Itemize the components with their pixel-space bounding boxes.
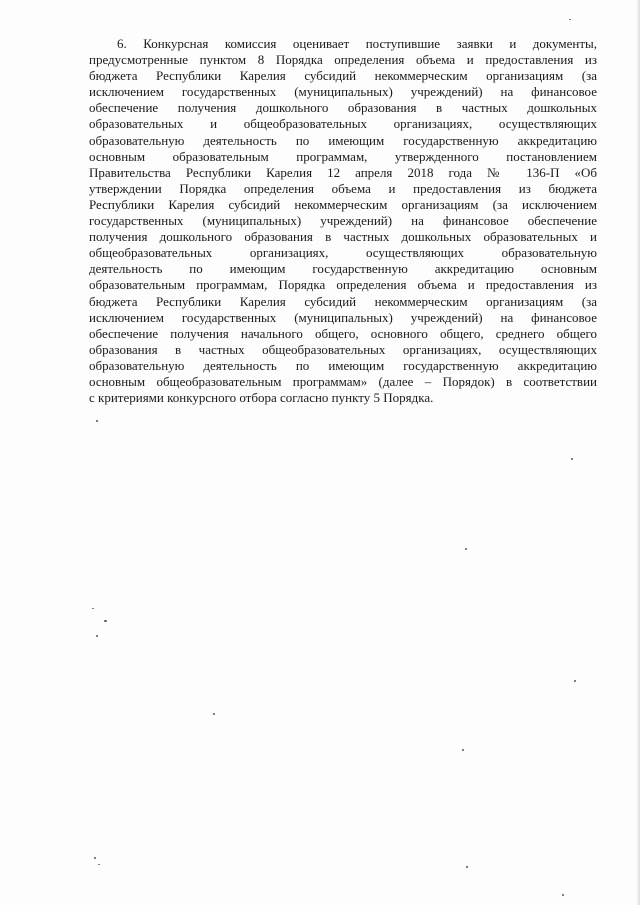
scan-speck — [571, 458, 573, 460]
scan-speck — [462, 749, 464, 751]
paragraph-6 — [89, 36, 597, 406]
scan-speck — [574, 680, 576, 682]
paragraph-line: общеобразовательных организациях, осуществляющих образовательную — [89, 245, 597, 261]
scan-speck — [94, 857, 96, 859]
scan-speck — [104, 620, 107, 622]
paragraph-line: Правительства Республики Карелия 12 апреля 2018 года № 136-П «Об — [89, 164, 597, 180]
paragraph-line: Республики Карелия субсидий некоммерческим организациям (за исключением — [89, 196, 597, 212]
paragraph-line: образовательных и общеобразовательных организациях, осуществляющих — [89, 116, 597, 132]
scan-speck — [98, 864, 100, 865]
paragraph-line: бюджета Республики Карелия субсидий некоммерческим организациям (за — [89, 293, 597, 309]
scan-speck — [465, 548, 467, 550]
scan-speck — [562, 894, 564, 896]
paragraph-line: основным общеобразовательным программам» (далее – Порядок) в соответствии — [89, 373, 597, 389]
paragraph-line: получения дошкольного образования в частных дошкольных образовательных и — [89, 229, 597, 245]
paragraph-line: утверждении Порядка определения объема и предоставления из бюджета — [89, 180, 597, 196]
scan-speck — [213, 713, 215, 715]
paragraph-line: с критериями конкурсного отбора согласно пункту 5 Порядка. — [89, 390, 434, 406]
paragraph-line: деятельность по имеющим государственную аккредитацию основным — [89, 261, 597, 277]
paragraph-line: образовательным программам, Порядка определения объема и предоставления из — [89, 277, 597, 293]
scan-speck — [466, 866, 468, 868]
paragraph-line: образовательную деятельность по имеющим государственную аккредитацию — [89, 357, 597, 373]
paragraph-line: обеспечение получения начального общего, основного общего, среднего общего — [89, 325, 597, 341]
paragraph-line: 6. Конкурсная комиссия оценивает поступившие заявки и документы, — [117, 36, 597, 51]
paragraph-line: образования в частных общеобразовательных организациях, осуществляющих — [89, 341, 597, 357]
paragraph-line: исключением государственных (муниципальных) учреждений) на финансовое — [89, 84, 597, 100]
paragraph-line: бюджета Республики Карелия субсидий некоммерческим организациям (за — [89, 68, 597, 84]
paragraph-line: образовательную деятельность по имеющим государственную аккредитацию — [89, 132, 597, 148]
scan-speck — [96, 420, 98, 422]
scan-speck — [96, 635, 98, 637]
paragraph-line: основным образовательным программам, утвержденного постановлением — [89, 148, 597, 164]
paragraph-line: предусмотренные пунктом 8 Порядка определения объема и предоставления из — [89, 52, 597, 68]
scan-speck — [92, 608, 94, 609]
paragraph-line: исключением государственных (муниципальных) учреждений) на финансовое — [89, 309, 597, 325]
paragraph-line: обеспечение получения дошкольного образования в частных дошкольных — [89, 100, 597, 116]
paragraph-line: государственных (муниципальных) учреждений) на финансовое обеспечение — [89, 213, 597, 229]
scan-edge-shadow — [636, 0, 640, 905]
scan-speck — [569, 19, 571, 20]
